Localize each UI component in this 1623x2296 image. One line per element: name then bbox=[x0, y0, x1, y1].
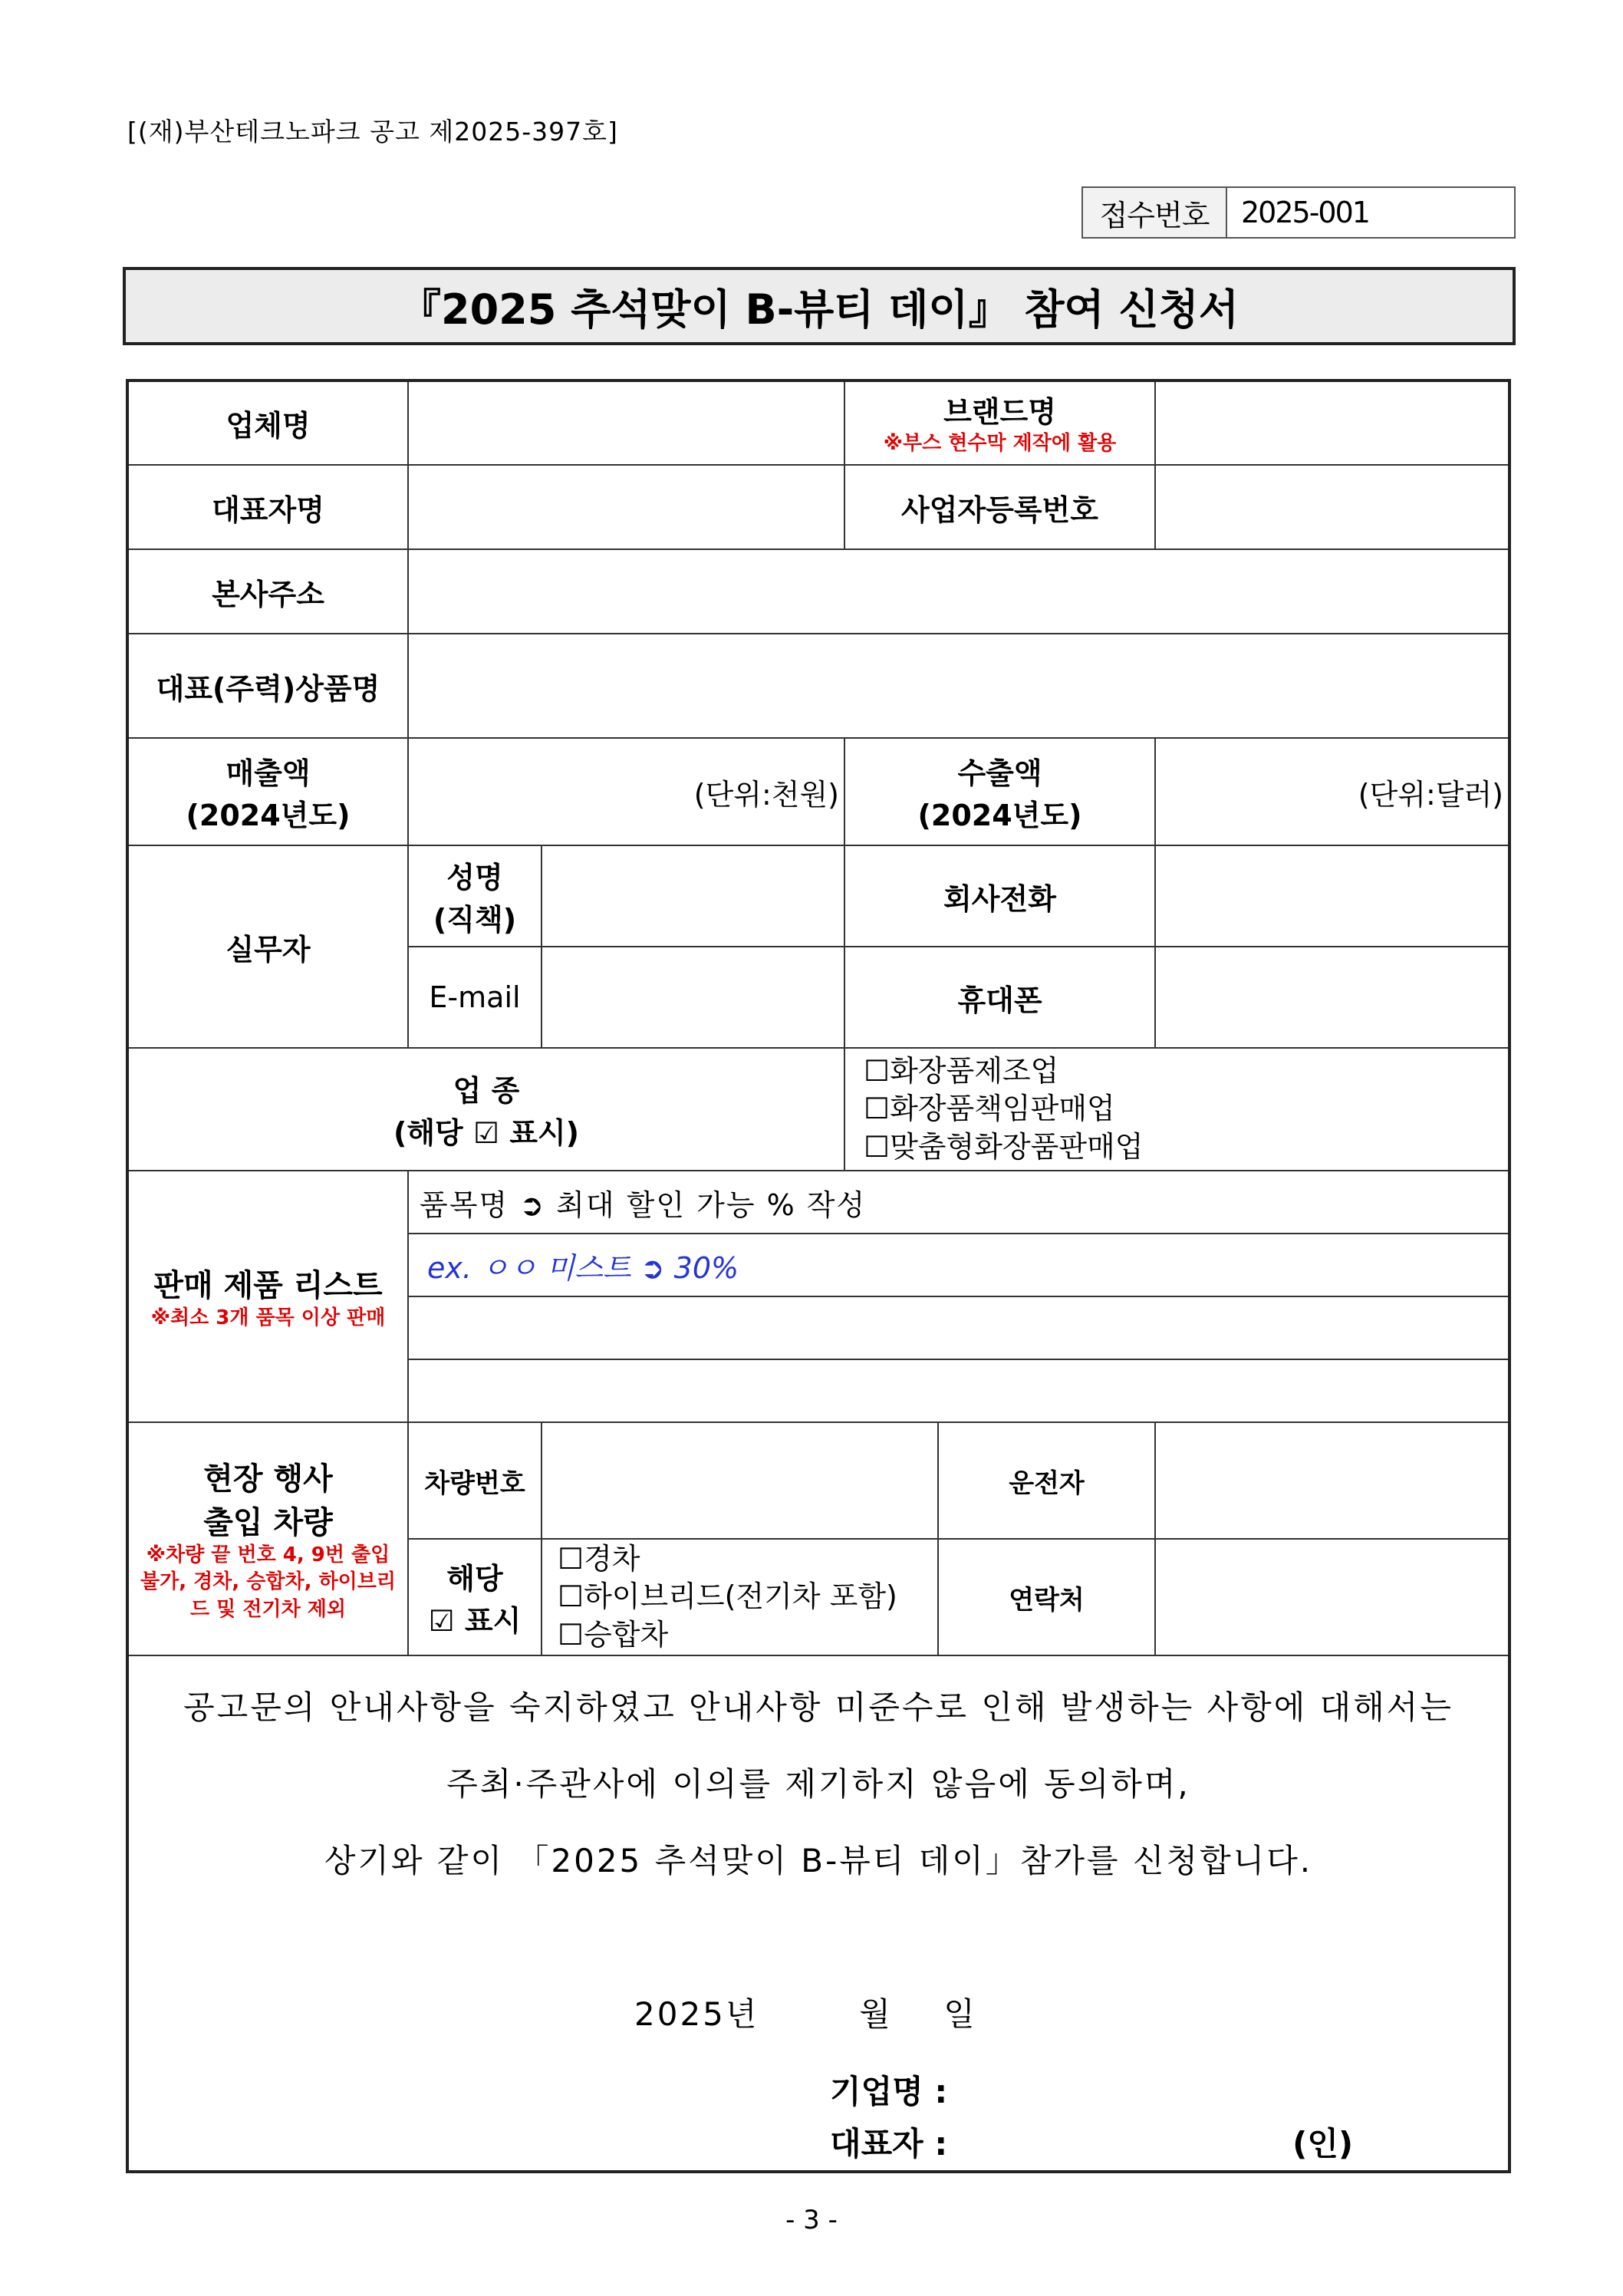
product-list-label-cell bbox=[127, 1171, 408, 1422]
industry-options bbox=[844, 1048, 1509, 1171]
export-field[interactable] bbox=[1155, 738, 1509, 845]
sales-field[interactable] bbox=[408, 738, 844, 845]
contact-field[interactable] bbox=[1155, 1539, 1509, 1655]
staff-label: 실무자 bbox=[127, 845, 408, 1048]
notice-number: [(재)부산테크노파크 공고 제2025-397호] bbox=[127, 117, 618, 147]
applicable-label: 해당 bbox=[446, 1562, 503, 1596]
business-reg-field[interactable] bbox=[1155, 465, 1509, 549]
vehicle-option-hybrid[interactable]: ☐하이브리드(전기차 포함) bbox=[558, 1580, 897, 1614]
receipt-number-box bbox=[1081, 186, 1516, 239]
industry-option-distributor[interactable]: ☐화장품책임판매업 bbox=[864, 1092, 1115, 1126]
application-date bbox=[133, 1989, 1503, 2035]
product-list-header: 품목명 ➲ 최대 할인 가능 % 작성 bbox=[408, 1171, 1509, 1234]
brand-name-label: 브랜드명 bbox=[943, 395, 1056, 430]
mobile-field[interactable] bbox=[1155, 947, 1509, 1048]
business-reg-label: 사업자등록번호 bbox=[844, 465, 1155, 549]
declaration-line-3: 상기와 같이 「2025 추석맞이 B-뷰티 데이」참가를 신청합니다. bbox=[324, 1842, 1313, 1879]
sales-label: 매출액 bbox=[226, 756, 311, 790]
sales-unit: (단위:천원) bbox=[693, 777, 839, 812]
office-phone-field[interactable] bbox=[1155, 845, 1509, 947]
office-phone-label: 회사전화 bbox=[844, 845, 1155, 947]
date-day: 일 bbox=[943, 1995, 977, 2033]
ceo-signature-line bbox=[830, 2118, 1503, 2170]
product-list-note: ※최소 3개 품목 이상 판매 bbox=[150, 1306, 386, 1329]
vehicle-label-1: 현장 행사 bbox=[203, 1461, 333, 1497]
staff-name-label: 성명 bbox=[446, 861, 503, 894]
industry-label: 업 종 bbox=[453, 1074, 520, 1108]
mobile-label: 휴대폰 bbox=[844, 947, 1155, 1048]
applicable-hint: ☑ 표시 bbox=[428, 1604, 522, 1638]
industry-option-manufacturer[interactable]: ☐화장품제조업 bbox=[864, 1053, 1059, 1088]
product-list-example: ex. ㅇㅇ 미스트 ➲ 30% bbox=[408, 1234, 1509, 1296]
plate-no-label: 차량번호 bbox=[408, 1422, 542, 1539]
export-year: (2024년도) bbox=[917, 799, 1082, 832]
driver-field[interactable] bbox=[1155, 1422, 1509, 1539]
product-list-row[interactable] bbox=[408, 1296, 1509, 1359]
company-name-field[interactable] bbox=[408, 380, 844, 465]
industry-option-custom-seller[interactable]: ☐맞춤형화장품판매업 bbox=[864, 1129, 1144, 1164]
ceo-name-label: 대표자명 bbox=[127, 465, 408, 549]
product-list-row[interactable] bbox=[408, 1359, 1509, 1422]
sales-label-cell bbox=[127, 738, 408, 845]
contact-label: 연락처 bbox=[938, 1539, 1155, 1655]
form-title: 『2025 추석맞이 B-뷰티 데이』 참여 신청서 bbox=[123, 267, 1516, 345]
product-list-label: 판매 제품 리스트 bbox=[153, 1267, 383, 1303]
industry-label-cell bbox=[127, 1048, 844, 1171]
vehicle-note: ※차량 끝 번호 4, 9번 출입 불가, 경차, 승합차, 하이브리드 및 전기차 제외 bbox=[140, 1543, 397, 1621]
page-number: - 3 - bbox=[785, 2205, 838, 2235]
vehicle-label-cell bbox=[127, 1422, 408, 1655]
industry-hint: (해당 ☑ 표시) bbox=[393, 1116, 580, 1150]
declaration-section bbox=[127, 1655, 1509, 2172]
ceo-name-field[interactable] bbox=[408, 465, 844, 549]
email-label: E-mail bbox=[408, 947, 542, 1048]
email-field[interactable] bbox=[542, 947, 844, 1048]
vehicle-option-compact[interactable]: ☐경차 bbox=[558, 1541, 640, 1576]
main-product-label: 대표(주력)상품명 bbox=[127, 634, 408, 738]
export-label-cell bbox=[844, 738, 1155, 845]
company-name-label: 업체명 bbox=[127, 380, 408, 465]
hq-address-label: 본사주소 bbox=[127, 549, 408, 634]
company-signature-label: 기업명 : bbox=[830, 2073, 948, 2110]
date-month: 월 bbox=[859, 1995, 893, 2033]
vehicle-option-van[interactable]: ☐승합차 bbox=[558, 1617, 669, 1652]
driver-label: 운전자 bbox=[938, 1422, 1155, 1539]
staff-name-field[interactable] bbox=[542, 845, 844, 947]
ceo-signature-label: 대표자 : bbox=[830, 2125, 948, 2163]
hq-address-field[interactable] bbox=[408, 549, 1509, 634]
staff-position-label: (직책) bbox=[433, 903, 517, 937]
plate-no-field[interactable] bbox=[542, 1422, 938, 1539]
company-signature-line bbox=[830, 2066, 1503, 2118]
vehicle-label-2: 출입 차량 bbox=[203, 1505, 333, 1541]
brand-name-note: ※부스 현수막 제작에 활용 bbox=[883, 432, 1117, 456]
applicable-label-cell bbox=[408, 1539, 542, 1655]
receipt-value: 2025-001 bbox=[1226, 187, 1515, 238]
sales-year: (2024년도) bbox=[186, 799, 351, 832]
export-unit: (단위:달러) bbox=[1358, 777, 1503, 812]
vehicle-options bbox=[542, 1539, 938, 1655]
export-label: 수출액 bbox=[957, 756, 1042, 790]
staff-name-label-cell bbox=[408, 845, 542, 947]
date-year: 2025년 bbox=[634, 1995, 759, 2033]
application-form bbox=[126, 379, 1511, 2173]
declaration-line-1: 공고문의 안내사항을 숙지하였고 안내사항 미준수로 인해 발생하는 사항에 대해서는 bbox=[183, 1688, 1453, 1726]
declaration-line-2: 주최·주관사에 이의를 제기하지 않음에 동의하며, bbox=[446, 1765, 1190, 1803]
receipt-label: 접수번호 bbox=[1082, 187, 1226, 238]
seal-mark: (인) bbox=[1292, 2125, 1354, 2163]
brand-name-cell bbox=[844, 380, 1155, 465]
brand-name-field[interactable] bbox=[1155, 380, 1509, 465]
main-product-field[interactable] bbox=[408, 634, 1509, 738]
